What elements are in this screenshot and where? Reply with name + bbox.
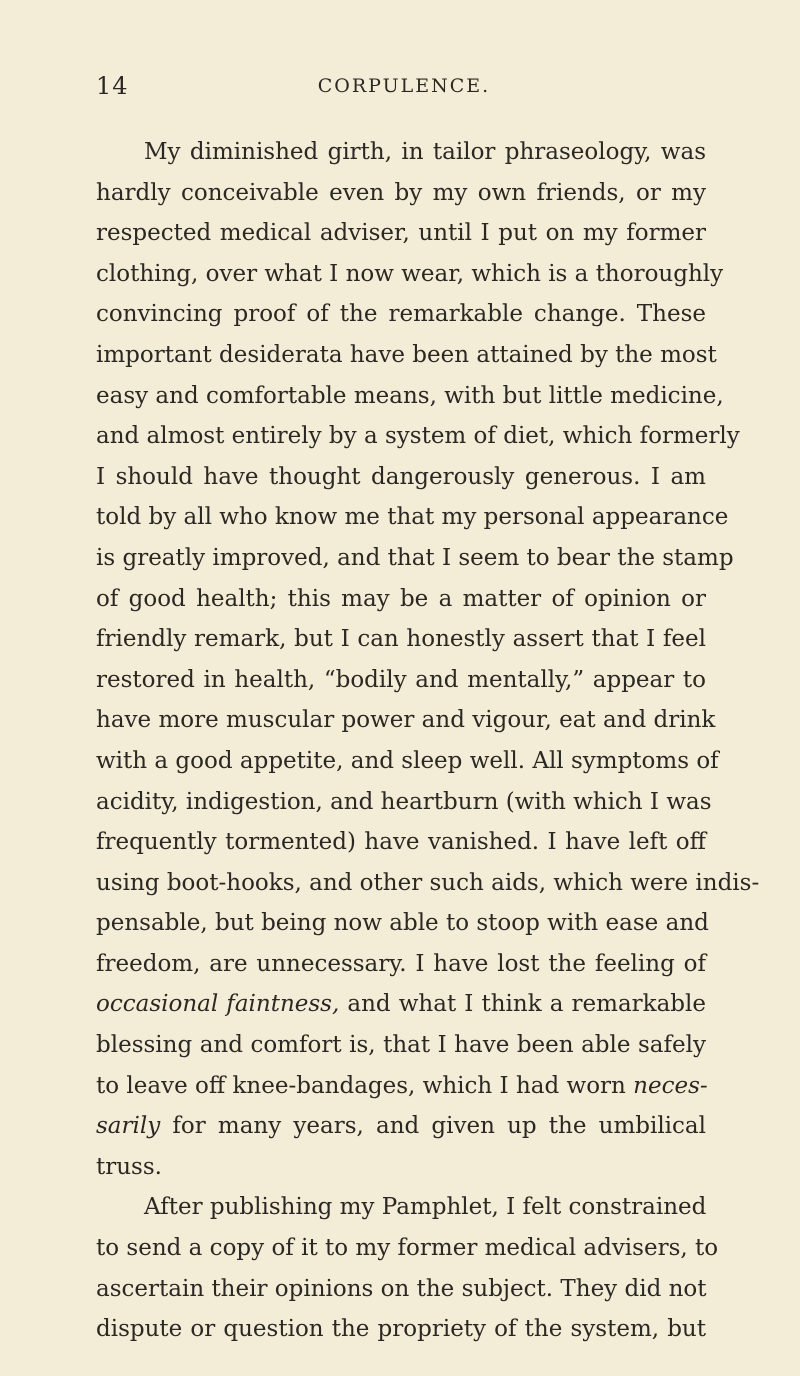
- text-line: restored in health, “bodily and mentally,” appear to: [96, 666, 706, 693]
- text-line: using boot-hooks, and other such aids, which were indis-: [96, 869, 760, 896]
- text-line: important desiderata have been attained by the most: [96, 341, 717, 368]
- text-line: I should have thought dangerously generous. I am: [96, 463, 706, 490]
- text-line-italic: [96, 1106, 706, 1147]
- text-line: dispute or question the propriety of the system, but: [96, 1316, 706, 1343]
- text-line: have more muscular power and vigour, eat and drink: [96, 707, 716, 734]
- text-line: freedom, are unnecessary. I have lost the feeling of: [96, 950, 706, 977]
- line-post: and what I think a remarkable: [339, 991, 707, 1018]
- running-title: CORPULENCE.: [317, 75, 491, 97]
- text-line: acidity, indigestion, and heartburn (with which I was: [96, 788, 712, 815]
- text-line: blessing and comfort is, that I have been able safely: [96, 1032, 706, 1059]
- text-line: hardly conceivable even by my own friends, or my: [96, 179, 706, 206]
- text-line: and almost entirely by a system of diet, which formerly: [96, 423, 740, 450]
- text-line: truss.: [96, 1153, 162, 1180]
- text-line: with a good appetite, and sleep well. All symptoms of: [96, 747, 719, 774]
- body-text: [96, 132, 760, 1350]
- text-line: respected medical adviser, until I put on my former: [96, 220, 706, 247]
- text-line: friendly remark, but I can honestly assert that I feel: [96, 626, 706, 653]
- italic-phrase: occasional faintness,: [96, 991, 340, 1018]
- text-line: ascertain their opinions on the subject. They did not: [96, 1275, 707, 1302]
- text-line: After publishing my Pamphlet, I felt constrained: [144, 1194, 707, 1221]
- line-post: for many years, and given up the umbilical: [160, 1113, 706, 1140]
- text-line: told by all who know me that my personal appearance: [96, 504, 729, 531]
- text-line: of good health; this may be a matter of opinion or: [96, 585, 706, 612]
- text-line: to send a copy of it to my former medical advisers, to: [96, 1235, 719, 1262]
- italic-phrase: sarily: [96, 1113, 161, 1140]
- page-header: [96, 72, 712, 108]
- line-pre: to leave off knee-bandages, which I had worn: [96, 1072, 634, 1099]
- text-line: is greatly improved, and that I seem to bear the stamp: [96, 544, 734, 571]
- text-line: clothing, over what I now wear, which is a thoroughly: [96, 260, 724, 287]
- text-line: convincing proof of the remarkable change. These: [96, 301, 706, 328]
- text-line-italic: [96, 1066, 706, 1107]
- page-number: 14: [96, 72, 129, 100]
- text-line: pensable, but being now able to stoop with ease and: [96, 910, 709, 937]
- italic-phrase: neces-: [633, 1072, 708, 1099]
- text-line-italic: [96, 984, 706, 1025]
- text-line: My diminished girth, in tailor phraseology, was: [144, 139, 706, 165]
- text-line: easy and comfortable means, with but little medicine,: [96, 382, 724, 409]
- text-line: frequently tormented) have vanished. I have left off: [96, 829, 706, 856]
